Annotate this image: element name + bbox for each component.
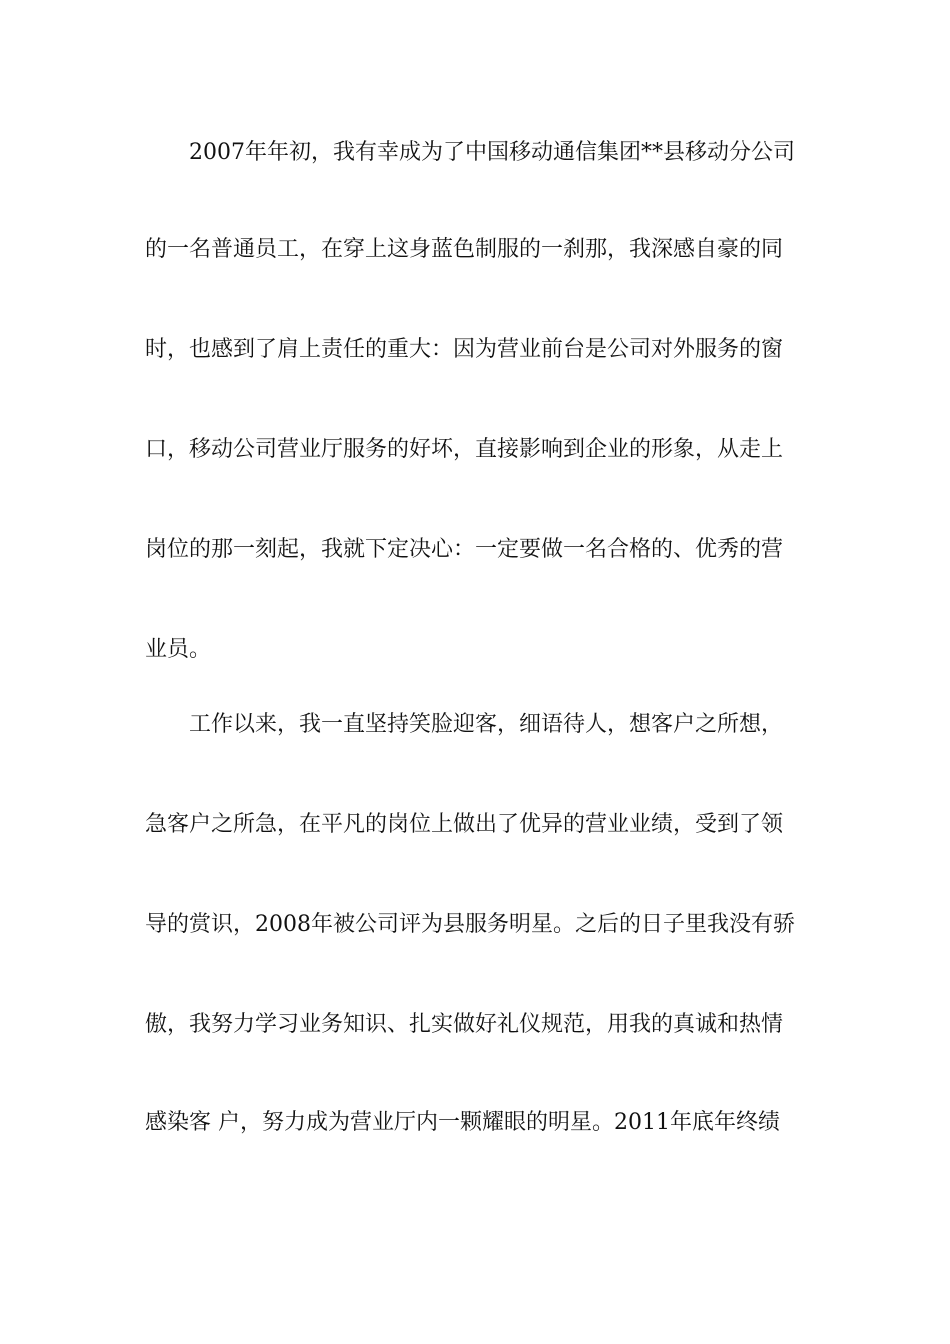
text-line: 2007年年初，我有幸成为了中国移动通信集团**县移动分公司: [189, 140, 795, 165]
text-line: 导的赏识，2008年被公司评为县服务明星。之后的日子里我没有骄: [145, 912, 795, 937]
text-line: 业员。: [145, 637, 212, 662]
text-line: 傲，我努力学习业务知识、扎实做好礼仪规范，用我的真诚和热情: [145, 1012, 784, 1037]
text-line: 的一名普通员工，在穿上这身蓝色制服的一刹那，我深感自豪的同: [145, 237, 784, 262]
text-line: 时，也感到了肩上责任的重大：因为营业前台是公司对外服务的窗: [145, 337, 784, 362]
text-line: 岗位的那一刻起，我就下定决心：一定要做一名合格的、优秀的营: [145, 537, 784, 562]
text-line: 急客户之所急，在平凡的岗位上做出了优异的营业业绩，受到了领: [145, 812, 784, 837]
text-line: 工作以来，我一直坚持笑脸迎客，细语待人，想客户之所想，: [189, 712, 784, 737]
text-line: 感染客 户，努力成为营业厅内一颗耀眼的明星。2011年底年终绩: [145, 1110, 780, 1135]
text-line: 口，移动公司营业厅服务的好坏，直接影响到企业的形象，从走上: [145, 437, 784, 462]
